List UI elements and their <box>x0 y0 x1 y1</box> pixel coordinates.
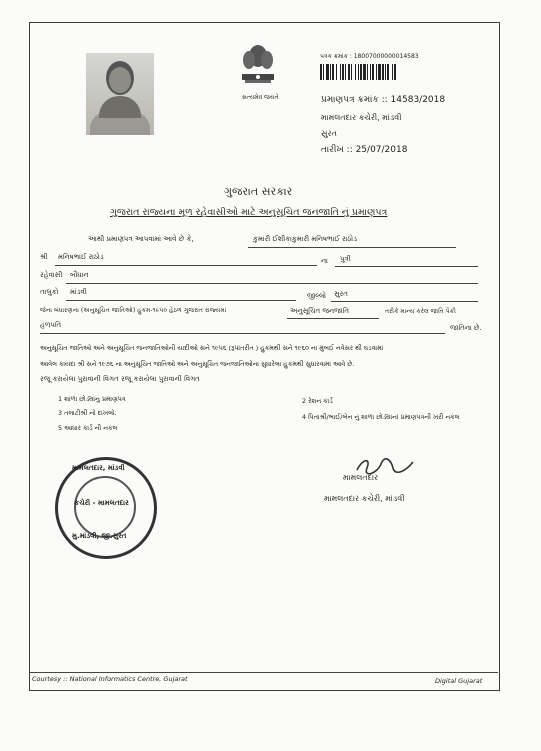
category-line <box>287 318 379 319</box>
seal-mid-text: કચેરી - મામલતદાર <box>74 499 129 507</box>
barcode <box>320 64 437 80</box>
applicant-name: કુમારી ઈશીકાકુમારી મનિષભાઈ રાઠોડ <box>253 235 357 243</box>
category: અનુસૂચિત જનજાતિ <box>290 307 350 315</box>
taluka: માંડવી <box>70 288 87 296</box>
issuing-office: મામલતદાર કચેરી, માંડવી <box>321 113 402 122</box>
village-label: રહેવાસી <box>40 271 63 279</box>
paragraph-line-1: અનુસૂચિત જાતિઓ અને અનુસૂચિત જનજાતિઓની યાદીઓ સને ૧૯૫૬ (રૂપાંતરીત ) હુકમથી સને ૧૯૬૦ ના મુંબઈ નવેસર થી ઘડવામાં <box>40 344 384 352</box>
document-item-3: 3 તલાટીશ્રી નો દાખલો. <box>58 409 117 417</box>
document-item-4: 4 પિતાશ્રી/ભાઈ/બેન નું શાળા છોડ્યાનાં પ્રમાણપત્રની ખરી નકલ <box>302 413 460 421</box>
document-item-2: 2 રેશન કાર્ડ <box>302 397 333 405</box>
taluka-line <box>66 300 296 301</box>
father-name-line <box>55 265 317 266</box>
order-label: જેના બંધારણના (અનુસૂચિત જાતિઓ) હુકમ-૧૯૫૦ હેઠળ ગુજરાત રાજ્યમાં <box>40 307 227 314</box>
na-label: ના <box>321 257 328 265</box>
certificate-number: પ્રમાણપત્ર ક્રમાંક :: 14583/2018 <box>321 95 446 105</box>
village: બૌધાન <box>70 271 89 279</box>
category-tail: તરીકે માન્ય કરેલ જાતિ પૈકી <box>385 308 456 315</box>
ashoka-emblem-icon <box>236 40 280 96</box>
village-line <box>66 283 478 284</box>
signatory-title: મામલતદાર <box>343 473 379 482</box>
district-line <box>331 301 478 302</box>
applicant-photo <box>86 53 154 135</box>
barcode-label: પત્રક ક્રમાંક : 18007000000014583 <box>320 53 419 60</box>
government-title: ગુજરાત સરકાર <box>224 185 293 198</box>
issuing-city: સુરત <box>321 129 337 138</box>
relation: પુત્રી <box>340 255 351 263</box>
emblem-caption: સત્યમેવ જયતે <box>242 94 279 101</box>
footer-line <box>29 672 498 673</box>
paragraph-line-2: આવેલ કાયદા શ્રી સને ૧૯૭૬ ના અનુસૂચિત જાતિઓ અને અનુસૂચિત જનજાતિઓના સુધારેલા હુકમથી સુધારવામાં આવે છે. <box>40 360 355 368</box>
documents-heading: રજૂ કરાયેલા પુરાવાની વિગત રજૂ કરાયેલા પુરાવાની વિગત <box>40 375 200 383</box>
seal-top-text: મામલતદાર, માંડવી <box>72 464 125 472</box>
caste: હળપતિ <box>40 321 62 329</box>
document-item-1: 1 શાળા છોડ્યાનુ પ્રમાણપત્ર <box>58 395 126 403</box>
footer-courtesy: Courtesy :: National Informatics Centre, Gujarat <box>32 675 188 683</box>
certificate-heading: ગુજરાત રાજ્યના મૂળ રહેવાસીઓ માટે અનુસૂચિત જનજાતિ નું પ્રમાણપત્ર <box>110 207 388 218</box>
official-seal <box>55 457 157 559</box>
footer-digital-gujarat: Digital Gujarat <box>435 677 483 685</box>
father-name: મનિષભાઈ રાઠોડ <box>58 253 104 261</box>
taluka-label: તાલુકો <box>40 288 59 296</box>
issue-date: તારીખ :: 25/07/2018 <box>321 145 408 155</box>
applicant-name-line <box>248 247 456 248</box>
shri-label: શ્રી <box>40 253 48 261</box>
caste-tail: જાતિના છે. <box>450 324 482 332</box>
relation-line <box>335 266 478 267</box>
seal-bottom-text: મુ.માંડવી, જી.સુરત <box>72 532 127 540</box>
district-label: જીલ્લો <box>307 292 326 300</box>
document-item-5: 5 આધાર કાર્ડ ની નકલ <box>58 424 118 432</box>
signatory-office: મામલતદાર કચેરી, માંડવી <box>324 494 405 503</box>
intro-label: આથી પ્રમાણપત્ર આપવામાં આવે છે કે, <box>88 235 194 243</box>
caste-line <box>40 333 445 334</box>
district: સુરત <box>334 290 348 298</box>
